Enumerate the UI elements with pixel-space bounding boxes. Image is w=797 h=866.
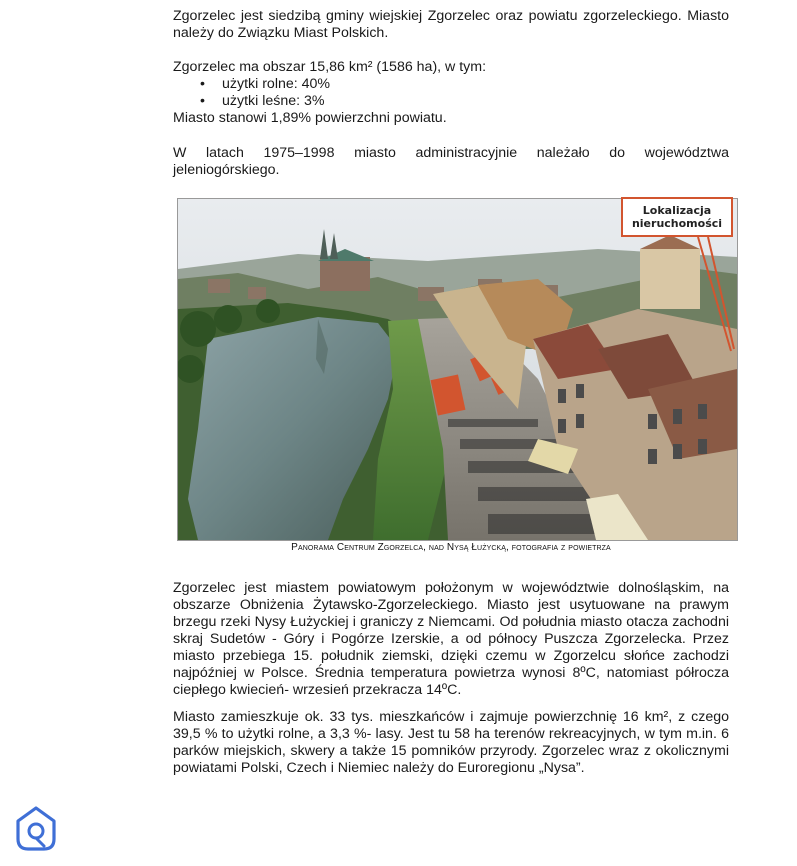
- paragraph-history: W latach 1975–1998 miasto administracyjnie należało do województwa jeleniogórskiego.: [173, 145, 729, 178]
- paragraph-area: Zgorzelec ma obszar 15,86 km² (1586 ha), w tym:: [173, 59, 487, 75]
- location-label: Lokalizacja nieruchomości: [621, 197, 733, 237]
- intro-section: [173, 8, 729, 179]
- caption-text: Panorama Centrum Zgorzelca, nad Nysą Łużycką, fotografia z powietrza: [291, 542, 611, 553]
- paragraph-population: Miasto zamieszkuje ok. 33 tys. mieszkańców i zajmuje powierzchnię 16 km², z czego 39,5 % to użytki rolne, a 3,3 %- lasy. Jest tu 58 ha terenów rekreacyjnych, w tym m.in. 6 parków miejskich, skwery a także 15 pomników przyrody. Zgorzelec wraz z okolicznymi powiatami Polski, Czech i Niemiec należy do Euroregionu „Nysa”.: [173, 709, 729, 776]
- panorama-photo: [177, 198, 738, 541]
- area-list: [173, 76, 729, 110]
- figure-caption: [173, 542, 729, 553]
- house-location-logo-icon: [14, 805, 58, 853]
- paragraph-seat: Zgorzelec jest siedzibą gminy wiejskiej Zgorzelec oraz powiatu zgorzeleckiego. Miasto należy do Związku Miast Polskich.: [173, 8, 729, 41]
- list-item: • użytki rolne: 40%: [200, 76, 729, 93]
- description-section: [173, 580, 729, 777]
- paragraph-share: Miasto stanowi 1,89% powierzchni powiatu.: [173, 110, 447, 126]
- aerial-photo-illustration: [178, 199, 737, 540]
- paragraph-geography: Zgorzelec jest miastem powiatowym położonym w województwie dolnośląskim, na obszarze Obniżenia Żytawsko-Zgorzeleckiego. Miasto jest usytuowane na prawym brzegu rzeki Nysy Łużyckiej i graniczy z Niemcami. Od południa miasto otacza zachodni skraj Sudetów - Góry i Pogórze Izerskie, a od północy Puszcza Zgorzelecka. Przez miasto przebiega 15. południk ziemski, dzięki czemu w Zgorzelcu słońce zachodzi najpóźniej w Polsce. Średnia temperatura powietrza wynosi 8ºC, natomiast półrocza ciepłego kwiecień- wrzesień przekracza 14ºC.: [173, 580, 729, 698]
- list-item: • użytki leśne: 3%: [200, 93, 729, 110]
